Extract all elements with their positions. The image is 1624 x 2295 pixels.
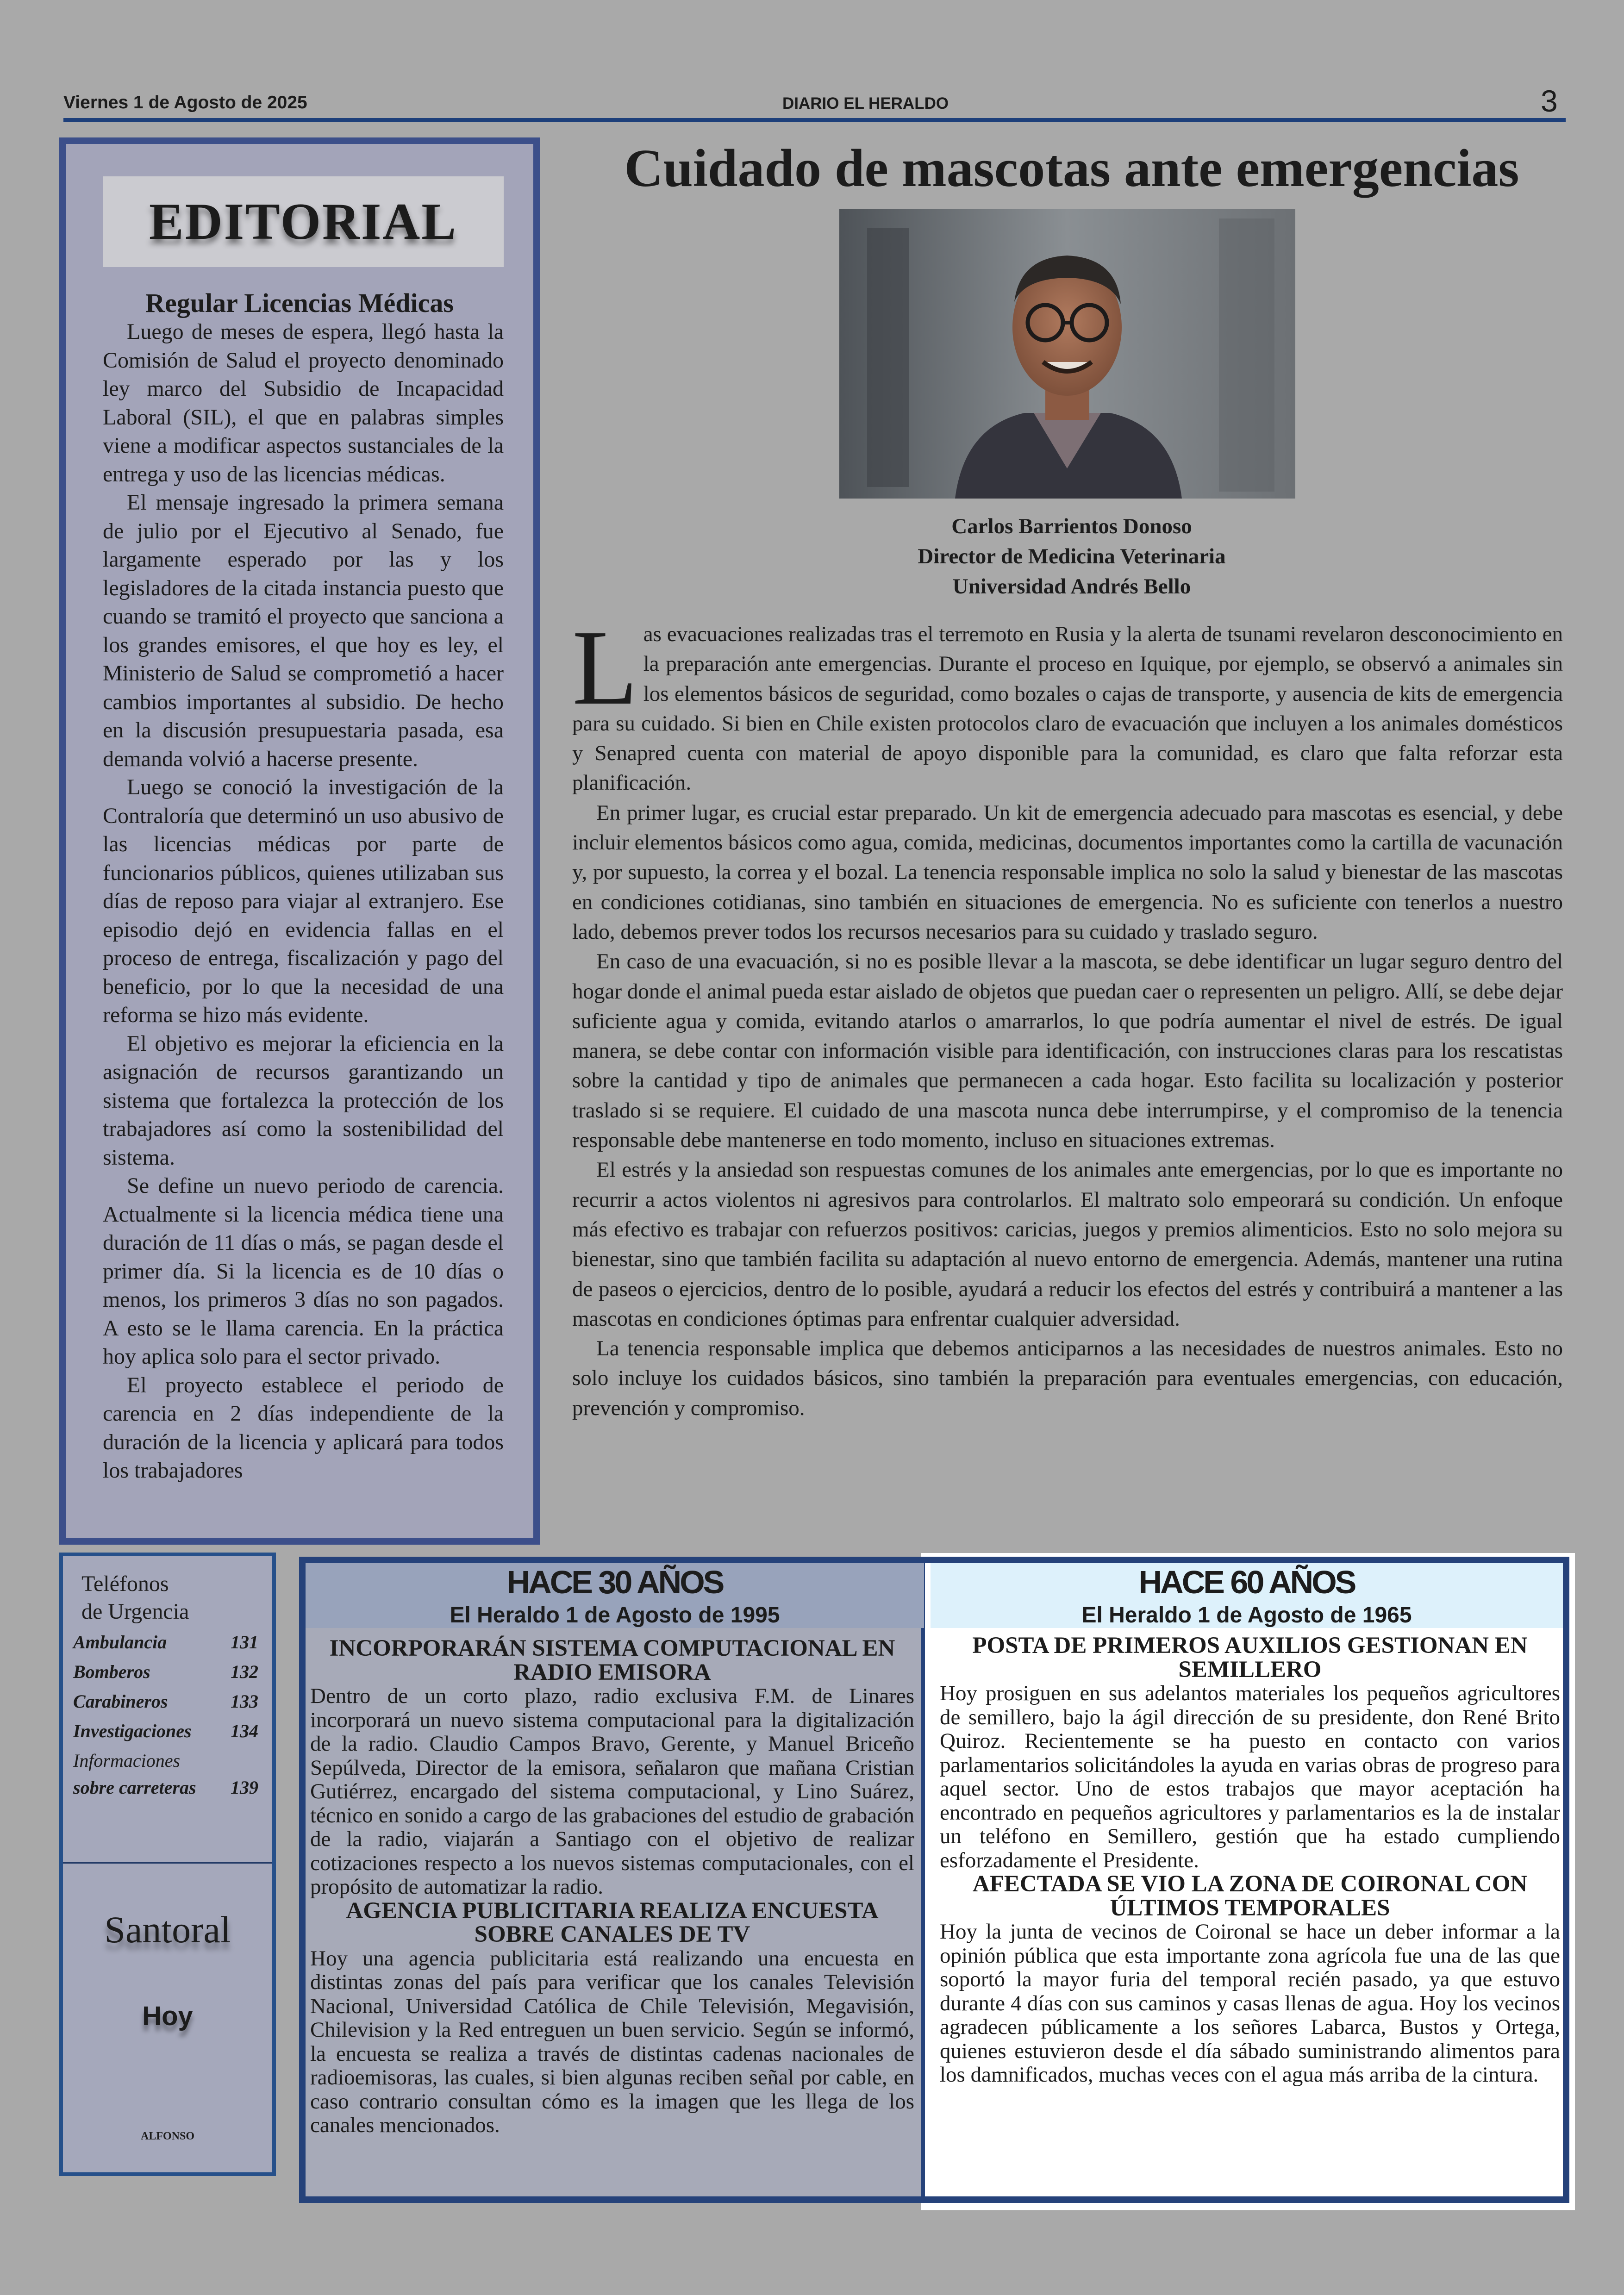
newspaper-name: DIARIO EL HERALDO [782, 94, 949, 112]
phones-title: Teléfonos de Urgencia [81, 1572, 189, 1624]
editorial-paragraph: Se define un nuevo periodo de carencia. Actualmente si la licencia médica tiene una duración de 11 días o más, se pagan desde el primer día. Si la licencia es de 10 días o menos, los primeros 3 días no son pagados. A esto se le llama carencia. En la práctica hoy aplica solo para el sector privado. [103, 1173, 504, 1369]
hace60-column [940, 1634, 1560, 2087]
hace30-column [310, 1637, 914, 2138]
hace30-heading: HACE 30 AÑOS [506, 1564, 723, 1600]
hace30-story1-title: INCORPORARÁN SISTEMA COMPUTACIONAL EN RADIO EMISORA [329, 1635, 895, 1685]
editorial-body [103, 318, 504, 1485]
hace30-subheading: El Heraldo 1 de Agosto de 1995 [450, 1603, 780, 1628]
santoral-saint: ALFONSO [140, 2130, 194, 2142]
header-rule [63, 118, 1566, 122]
author-org: Universidad Andrés Bello [952, 574, 1191, 599]
hace60-story1-title: POSTA DE PRIMEROS AUXILIOS GESTIONAN EN SEMILLERO [972, 1633, 1528, 1683]
editorial-paragraph: Luego se conoció la investigación de la Contraloría que determinó un uso abusivo de las licencias médicas por parte de funcionarios públicos, quienes utilizaban sus días de reposo para viajar al extranjero. Ese episodio dejó en evidencia fallas en el proceso de entrega, fiscalización y pago del beneficio, por lo que la necesidad de una reforma se hizo más evidente. [103, 775, 504, 1027]
article-paragraph: En caso de una evacuación, si no es posible llevar a la mascota, se debe identificar un lugar seguro dentro del hogar donde el animal pueda estar aislado de objetos que puedan caer o representen un peligro. Allí, se debe dejar suficiente agua y comida, evitando atarlos o amarrarlos, lo que podría aumentar el nivel de estrés. De igual manera, se debe contar con información visible para identificación, con instrucciones claras para los rescatistas sobre la cantidad y tipo de animales que permanecen a cada hogar. Esto facilita su localización y posterior traslado si se requiere. El cuidado de una mascota nunca debe interrumpirse, y el compromiso de la tenencia responsable debe mantenerse en todo momento, incluso en situaciones extremas. [572, 949, 1563, 1153]
article-body [572, 608, 1563, 1423]
drop-cap: L [572, 608, 638, 727]
hace30-story2-title: AGENCIA PUBLICITARIA REALIZA ENCUESTA SOBRE CANALES DE TV [346, 1897, 879, 1947]
article-paragraph: La tenencia responsable implica que debemos anticiparnos a las necesidades de nuestros animales. Esto no solo incluye los cuidados básicos, sino también la preparación para eventuales emergencias, con educación, prevención y compromiso. [572, 1336, 1563, 1420]
editorial-paragraph: El objetivo es mejorar la eficiencia en la asignación de recursos garantizando un sistema que fortalezca la protección de los trabajadores así como la sostenibilidad del sistema. [103, 1031, 504, 1170]
header-date: Viernes 1 de Agosto de 2025 [63, 93, 307, 112]
hace30-story1-body: Dentro de un corto plazo, radio exclusiva F.M. de Linares incorporará un nuevo sistema computacional para la digitalización de la radio. Claudio Campos Bravo, Gerente, y Manuel Briceño Sepúlveda, Director de la emisora, señalaron que mañana Cristian Gutiérrez, encargado del sistema computacional, y Lino Suárez, técnico en sonido a cargo de las grabaciones del estudio de grabación de la radio, viajarán a Santiago con el objetivo de realizar cotizaciones respecto a los nuevos sistemas computacionales, con el propósito de automatizar la radio. [310, 1684, 914, 1899]
article-title: Cuidado de mascotas ante emergencias [624, 139, 1519, 198]
phone-row: Bomberos 132 [73, 1661, 258, 1682]
hace60-story1-body: Hoy prosiguen en sus adelantos materiales los pequeños agricultores de semillero, bajo la ágil dirección de su presidente, don René Brito Quiroz. Recientemente se ha puesto en contacto con varios parlamentarios solicitándoles la ayuda en varias obras de progreso para aquel sector. Uno de estos trabajos que mayor aceptación ha encontrado en pequeños agricultores y parlamentarios es la de instalar un teléfono en Semillero, gestión que ha estado cumpliendo esforzadamente el Presidente. [940, 1681, 1560, 1872]
hace60-heading: HACE 60 AÑOS [1138, 1564, 1355, 1600]
phone-row-label: Informaciones [73, 1750, 181, 1771]
hace30-story2-body: Hoy una agencia publicitaria está realizando una encuesta en distintas zonas del país para verificar que los canales Televisión Nacional, Universidad Católica de Chile Televisión, Megavisión, Chilevision y la Red entreguen un buen servicio. Según se informó, la encuesta se realiza a través de distintas cadenas nacionales de radioemisoras, las cuales, si bien algunas reciben señal por cable, en caso contrario consultan cómo es la imagen que les llega de los canales mencionados. [310, 1946, 914, 2137]
phone-row: sobre carreteras 139 [73, 1777, 258, 1798]
hace60-subheading: El Heraldo 1 de Agosto de 1965 [1081, 1603, 1412, 1628]
editorial-paragraph: El proyecto establece el periodo de carencia en 2 días independiente de la duración de la licencia y aplicará para todos los trabajadores [103, 1372, 504, 1483]
editorial-title: Regular Licencias Médicas [145, 288, 454, 318]
hace60-story2-body: Hoy la junta de vecinos de Coironal se hace un deber informar a la opinión pública que esta importante zona agrícola fue una de las que soportó la mayor furia del temporal recién pasado, ya que estuvo durante 4 días con sus caminos y casas llenas de agua. Hoy los vecinos agradecen públicamente a los señores Labarca, Bustos y Ortega, quienes estuvieron desde el día sábado suministrando alimentos para los damnificados, muchas veces con el agua más arriba de la cintura. [940, 1920, 1560, 2087]
article-first-text: as evacuaciones realizadas tras el terremoto en Rusia y la alerta de tsunami revelaron desconocimiento en la preparación ante emergencias. Durante el proceso en Iquique, por ejemplo, se observó a animales sin los elementos básicos de seguridad, como bozales o cajas de transporte, y ausencia de kits de emergencia para su cuidado. Si bien en Chile existen protocolos claro de evacuación que incluyen a los animales domésticos y Senapred cuenta con material de apoyo disponible para la comunidad, es claro que falta reforzar esta planificación. [572, 622, 1563, 795]
editorial-paragraph: Luego de meses de espera, llegó hasta la Comisión de Salud el proyecto denominado ley marco del Subsidio de Incapacidad Laboral (SIL), el que en palabras simples viene a modificar aspectos sustanciales de la entrega y uso de las licencias médicas. [103, 319, 504, 486]
phone-row: Ambulancia 131 [73, 1632, 258, 1653]
author-role: Director de Medicina Veterinaria [918, 544, 1226, 568]
author-byline [569, 511, 1574, 602]
hace60-story2-title: AFECTADA SE VIO LA ZONA DE COIRONAL CON ÚLTIMOS TEMPORALES [972, 1871, 1528, 1921]
santoral-title: Santoral [104, 1908, 231, 1951]
article-paragraph: En primer lugar, es crucial estar preparado. Un kit de emergencia adecuado para mascotas es esencial, y debe incluir elementos básicos como agua, comida, medicinas, documentos importantes como la cartilla de vacunación y, por supuesto, la correa y el bozal. La tenencia responsable implica no solo la salud y bienestar de las mascotas en condiciones cotidianas, sino también en situaciones de emergencia. No es suficiente con tenerlos a nuestro lado, debemos prever todos los recursos necesarios para su cuidado y traslado seguro. [572, 800, 1563, 944]
author-photo [839, 209, 1295, 499]
article-paragraph: El estrés y la ansiedad son respuestas comunes de los animales ante emergencias, por lo que es importante no recurrir a actos violentos ni agresivos para controlarlos. El maltrato solo empeorará su condición. Un enfoque más efectivo es trabajar con refuerzos positivos: caricias, juegos y premios alimenticios. Esto no solo mejora su bienestar, sino que también facilita su adaptación al nuevo entorno de emergencia. Además, mantener una rutina de paseos o ejercicios, dentro de lo posible, ayudará a reducir los efectos del estrés y contribuirá a mantener a las mascotas en condiciones óptimas para enfrentar cualquier adversidad. [572, 1158, 1563, 1331]
emergency-phones-box [59, 1553, 276, 2176]
page-number: 3 [1541, 84, 1558, 118]
phone-row: Investigaciones 134 [73, 1721, 258, 1741]
editorial-banner: EDITORIAL [103, 176, 504, 267]
phone-row: Carabineros 133 [73, 1691, 258, 1712]
editorial-box [59, 137, 540, 1545]
article-paragraph [572, 608, 1563, 798]
santoral-today: Hoy [142, 2001, 193, 2031]
editorial-paragraph: El mensaje ingresado la primera semana de julio por el Ejecutivo al Senado, fue largamente esperado por las y los legisladores de la citada instancia puesto que cuando se tramitó el proyecto que sanciona a los grandes emisores, el que hoy es ley, el Ministerio de Salud se comprometió a hacer cambios importantes al subsidio. De hecho en la discusión presupuestaria pasada, esa demanda volvió a hacerse presente. [103, 490, 504, 771]
divider [63, 1862, 272, 1864]
author-name: Carlos Barrientos Donoso [951, 514, 1192, 538]
